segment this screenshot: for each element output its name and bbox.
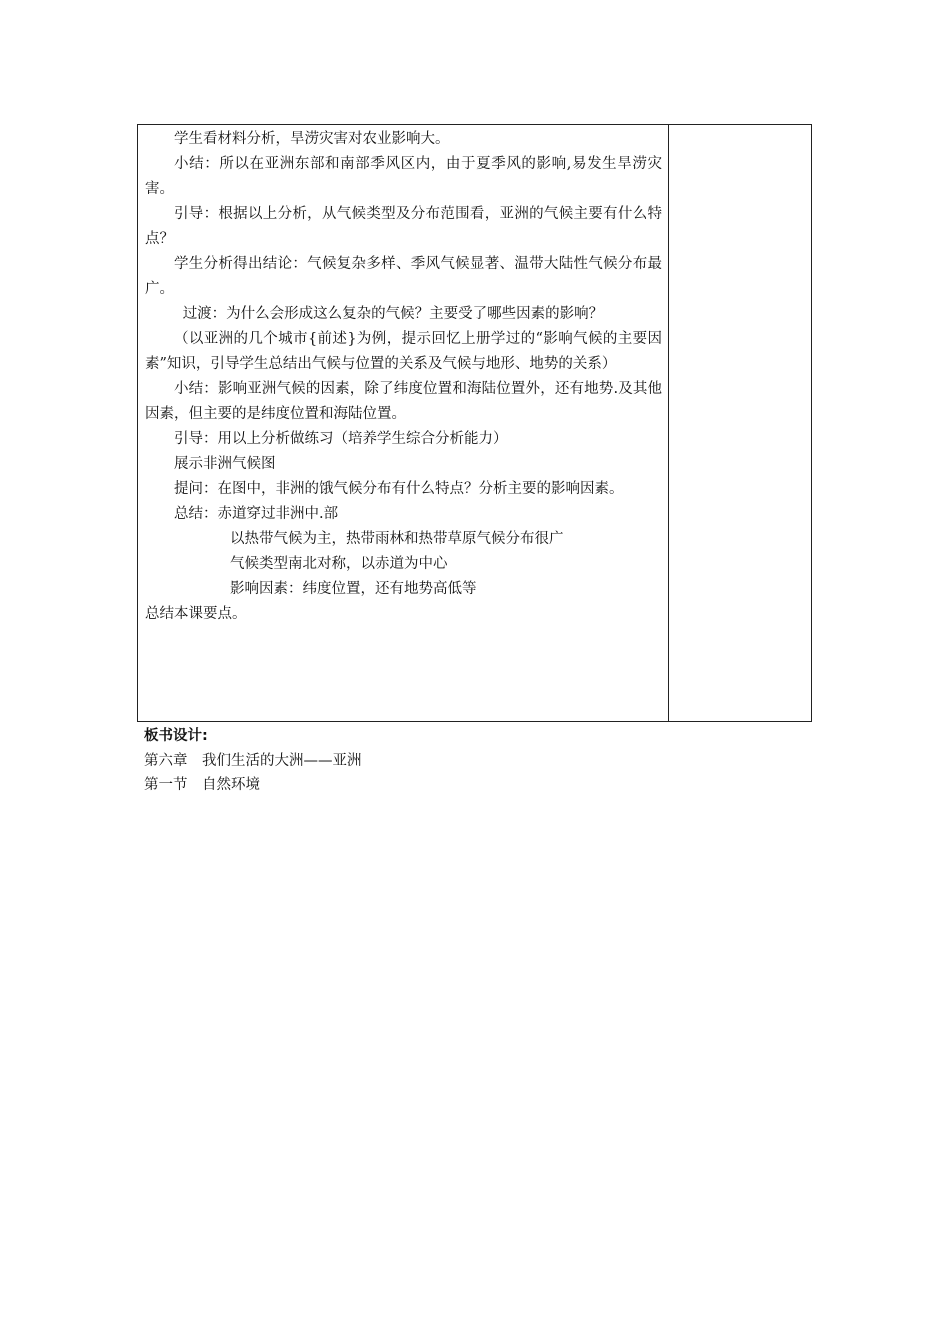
paragraph: 过渡：为什么会形成这么复杂的气候？主要受了哪些因素的影响？ [182,306,604,322]
paragraph: 提问：在图中，非洲的饿气候分布有什么特点？分析主要的影响因素。 [174,481,624,497]
paragraph: 总结：赤道穿过非洲中.部 [174,506,339,522]
board-line: 第一节 自然环境 [144,777,260,793]
paragraph: 小结：所以在亚洲东部和南部季风区内，由于夏季风的影响,易发生旱涝灾害。 [145,156,662,197]
summary-point: 以热带气候为主，热带雨林和热带草原气候分布很广 [230,531,564,547]
summary-point: 影响因素：纬度位置，还有地势高低等 [230,581,477,597]
paragraph: （以亚洲的几个城市{前述}为例，提示回忆上册学过的“影响气候的主要因素”知识，引导学生总结出气候与位置的关系及气候与地形、地势的关系） [145,331,662,372]
paragraph: 引导：用以上分析做练习（培养学生综合分析能力） [174,431,508,447]
board-design [144,724,362,798]
paragraph: 学生看材料分析，旱涝灾害对农业影响大。 [174,131,450,147]
paragraph: 学生分析得出结论：气候复杂多样、季风气候显著、温带大陆性气候分布最广。 [145,256,662,297]
notes-cell [669,125,811,721]
paragraph: 展示非洲气候图 [174,456,276,472]
board-line: 第六章 我们生活的大洲——亚洲 [144,752,362,769]
summary-point: 气候类型南北对称，以赤道为中心 [230,556,448,572]
closing-line: 总结本课要点。 [145,606,247,622]
teaching-process-cell [138,125,669,721]
paragraph: 小结：影响亚洲气候的因素，除了纬度位置和海陆位置外，还有地势.及其他因素，但主要的是纬度位置和海陆位置。 [145,381,662,422]
board-heading: 板书设计: [144,728,208,744]
paragraph: 引导：根据以上分析，从气候类型及分布范围看，亚洲的气候主要有什么特点？ [145,206,662,247]
lesson-table [137,124,812,722]
